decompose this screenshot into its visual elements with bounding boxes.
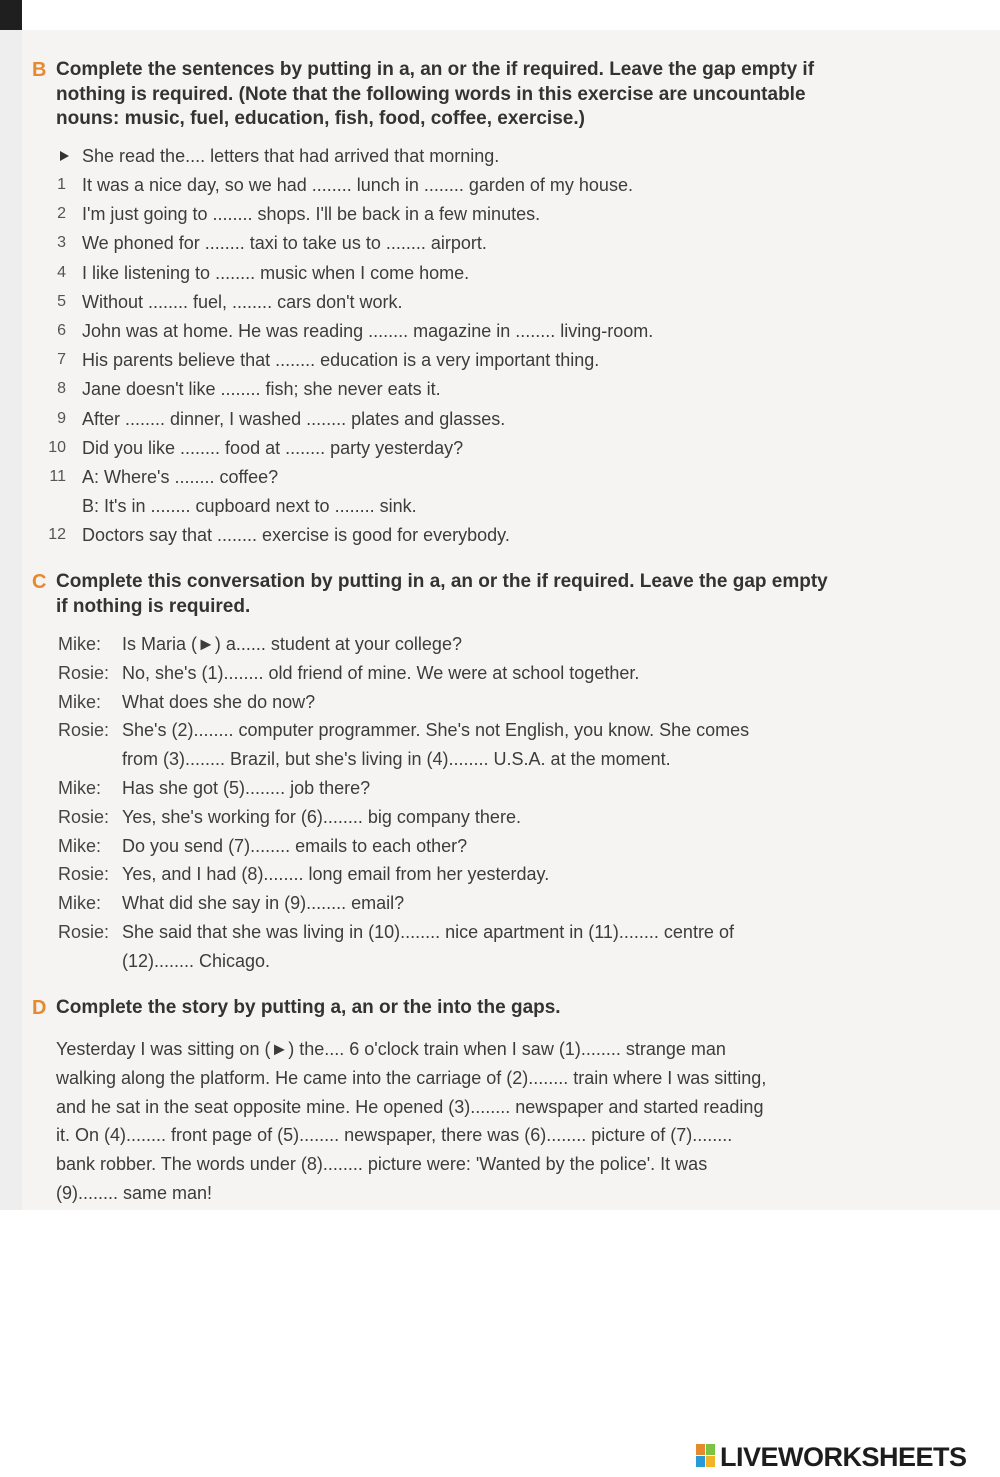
section-b-item-text: We phoned for ........ taxi to take us to ........ airport. [82, 233, 487, 253]
example-arrow-icon [60, 151, 69, 161]
section-b-item-number: 4 [57, 264, 66, 281]
conversation-speaker: Mike: [58, 692, 102, 712]
conversation-speaker: Mike: [58, 893, 102, 913]
section-c-instruction [32, 570, 932, 619]
section-b-item-text: Doctors say that ........ exercise is good for everybody. [82, 525, 510, 545]
conversation-line: She said that she was living in (10)........ nice apartment in (11)........ centre of [122, 922, 734, 942]
section-c-letter: C [32, 571, 47, 593]
conversation-speaker: Rosie: [58, 864, 110, 884]
section-b-instruction-line-3: nouns: music, fuel, education, fish, food, coffee, exercise.) [56, 108, 585, 129]
section-b-instruction [32, 58, 932, 132]
conversation-line: No, she's (1)........ old friend of mine. We were at school together. [122, 663, 640, 683]
section-b-item-number: 1 [57, 176, 66, 193]
section-b-item-text: B: It's in ........ cupboard next to ........ sink. [82, 496, 417, 516]
story-line: (9)........ same man! [56, 1183, 213, 1203]
conversation-speaker: Mike: [58, 634, 102, 654]
story-line: walking along the platform. He came into the carriage of (2)........ train where I was sitting, [56, 1068, 767, 1088]
section-d-instruction-text: Complete the story by putting a, an or the into the gaps. [56, 997, 561, 1018]
section-b-item-number: 3 [57, 234, 66, 251]
conversation-speaker: Rosie: [58, 922, 110, 942]
story-line: bank robber. The words under (8)........ picture were: 'Wanted by the police'. It was [56, 1154, 708, 1174]
conversation-line: from (3)........ Brazil, but she's living in (4)........ U.S.A. at the moment. [122, 749, 671, 769]
conversation-speaker: Mike: [58, 836, 102, 856]
section-c-instruction-line-2: if nothing is required. [56, 595, 251, 617]
section-b-item-text: Jane doesn't like ........ fish; she never eats it. [82, 379, 441, 399]
conversation-line: Is Maria (►) a...... student at your college? [122, 634, 462, 654]
section-b-instruction-line-2: nothing is required. (Note that the following words in this exercise are uncountable [56, 83, 806, 105]
section-b-item-text: A: Where's ........ coffee? [82, 467, 279, 487]
conversation-speaker: Rosie: [58, 663, 110, 683]
section-b-item-text: It was a nice day, so we had ........ lunch in ........ garden of my house. [82, 175, 633, 195]
section-b-item-text: I'm just going to ........ shops. I'll be back in a few minutes. [82, 204, 541, 224]
section-b-item-text: After ........ dinner, I washed ........ plates and glasses. [82, 409, 506, 429]
section-b-item-text: Without ........ fuel, ........ cars don't work. [82, 292, 403, 312]
section-b-item-number: 11 [49, 468, 66, 485]
section-b-item-number: 2 [57, 205, 66, 222]
story-line: it. On (4)........ front page of (5)........ newspaper, there was (6)........ picture of (7)........ [56, 1125, 733, 1145]
logo-text: LIVEWORKSHEETS [720, 1442, 967, 1472]
conversation-line: Yes, and I had (8)........ long email from her yesterday. [122, 864, 550, 884]
section-d-letter: D [32, 997, 47, 1019]
section-b-example: She read the.... letters that had arrived that morning. [82, 146, 500, 166]
conversation-line: (12)........ Chicago. [122, 951, 271, 971]
conversation-line: Has she got (5)........ job there? [122, 778, 371, 798]
conversation-speaker: Mike: [58, 778, 102, 798]
story-line: and he sat in the seat opposite mine. He opened (3)........ newspaper and started reading [56, 1097, 764, 1117]
section-c-instruction-line-1: Complete this conversation by putting in a, an or the if required. Leave the gap empty [56, 571, 828, 592]
logo-badge-icon [696, 1444, 716, 1468]
section-b-instruction-line-1: Complete the sentences by putting in a, an or the if required. Leave the gap empty if [56, 59, 815, 80]
section-b-item-number: 12 [48, 526, 66, 543]
conversation-line: Do you send (7)........ emails to each other? [122, 836, 468, 856]
conversation-line: What did she say in (9)........ email? [122, 893, 405, 913]
section-b-item-text: John was at home. He was reading ........ magazine in ........ living-room. [82, 321, 654, 341]
section-b-item-number: 10 [48, 439, 66, 456]
section-b-letter: B [32, 59, 47, 81]
scan-corner-dark [0, 0, 22, 30]
section-b-item-text: I like listening to ........ music when I come home. [82, 263, 470, 283]
section-b-item-number: 8 [57, 380, 66, 397]
section-b-item-number: 7 [57, 351, 66, 368]
section-b-item-number: 6 [57, 322, 66, 339]
conversation-speaker: Rosie: [58, 720, 110, 740]
conversation-line: She's (2)........ computer programmer. She's not English, you know. She comes [122, 720, 750, 740]
story-line: Yesterday I was sitting on (►) the.... 6 o'clock train when I saw (1)........ strange man [56, 1039, 726, 1059]
section-b-item-number: 9 [57, 410, 66, 427]
conversation-line: What does she do now? [122, 692, 316, 712]
section-d-instruction [32, 996, 932, 1021]
section-b-item-text: Did you like ........ food at ........ party yesterday? [82, 438, 464, 458]
liveworksheets-logo [696, 1440, 996, 1474]
scan-left-edge [0, 30, 22, 1210]
section-b-item-text: His parents believe that ........ education is a very important thing. [82, 350, 600, 370]
conversation-speaker: Rosie: [58, 807, 110, 827]
section-b-item-number: 5 [57, 293, 66, 310]
conversation-line: Yes, she's working for (6)........ big company there. [122, 807, 521, 827]
